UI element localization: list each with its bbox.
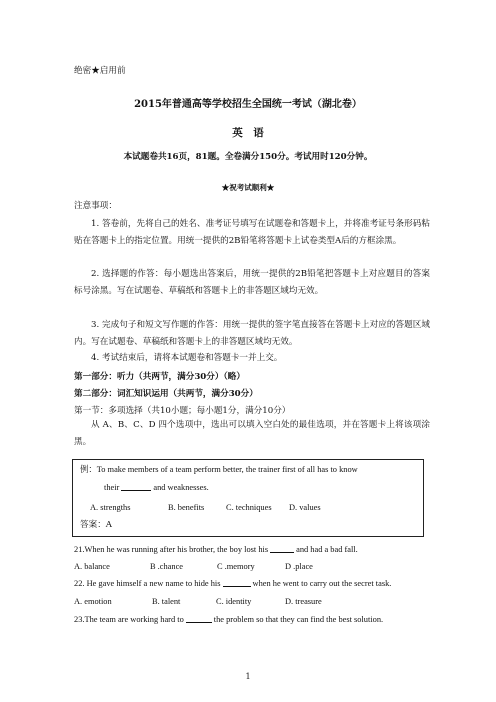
question-22-option-c[interactable]: C. identity	[216, 597, 252, 606]
exam-info: 本试题卷共16页，81题。全卷满分150分。考试用时120分钟。	[123, 152, 373, 162]
question-21-option-c[interactable]: C .memory	[217, 562, 255, 571]
note-item-4: 4. 考试结束后，请将本试题卷和答题卡一并上交。	[91, 353, 283, 363]
example-stem-rest: and weaknesses.	[153, 483, 209, 492]
part1-heading: 第一部分：听力（共两节，满分30分）（略）	[74, 372, 245, 382]
note-item-2: 2. 选择题的作答：每小题选出答案后，用统一提供的2B铅笔把答题卡上对应题目的答案标号涂黑。写在试题卷、草稿纸和答题卡上的非答题区域均无效。	[74, 269, 430, 296]
example-stem-word: their	[104, 483, 120, 492]
question-22-stem-start: 22. He gave himself a new name to hide his	[74, 579, 221, 588]
question-21-blank	[270, 544, 294, 553]
example-blank	[121, 482, 151, 491]
example-answer: 答案：A	[80, 520, 112, 530]
question-23-stem-end: the problem so that they can find the best solution.	[213, 615, 384, 624]
question-23-stem-start: 23.The team are working hard to	[74, 615, 184, 624]
question-22-option-b[interactable]: B. talent	[152, 597, 181, 606]
section1-heading: 第一节：多项选择（共10小题；每小题1分，满分10分）	[74, 406, 291, 416]
example-option-a: A. strengths	[90, 503, 131, 512]
question-21-stem	[74, 544, 358, 555]
question-23-stem	[74, 614, 383, 625]
example-option-c: C. techniques	[226, 503, 272, 512]
example-stem-line1: 例：To make members of a team perform better, the trainer first of all has to know	[80, 465, 358, 474]
notes-heading: 注意事项：	[74, 201, 117, 211]
example-option-b: B. benefits	[168, 503, 205, 512]
subject-title: 英 语	[232, 127, 264, 139]
section1-instruction: 从 A、B、C、D 四个选项中，选出可以填入空白处的最佳选项，并在答题卡上将该项涂黑。	[74, 420, 430, 447]
note-item-1: 1. 答卷前，先将自己的姓名、准考证号填写在试题卷和答题卡上，并将准考证号条形码粘贴在答题卡上的指定位置。用统一提供的2B铅笔将答题卡上试卷类型A后的方框涂黑。	[74, 219, 430, 246]
question-23-blank	[186, 614, 212, 623]
question-21-option-d[interactable]: D .place	[285, 562, 313, 571]
good-luck-line: ★祝考试顺利★	[221, 183, 275, 192]
example-stem-line2	[104, 482, 209, 493]
question-22-stem-end: when he went to carry out the secret task.	[252, 579, 392, 588]
question-21-option-b[interactable]: B .chance	[150, 562, 184, 571]
exam-title: 2015年普通高等学校招生全国统一考试（湖北卷）	[134, 99, 362, 110]
question-22-option-a[interactable]: A. emotion	[74, 597, 112, 606]
example-option-d: D. values	[289, 503, 321, 512]
question-22-blank	[223, 578, 251, 587]
question-21-stem-end: and had a bad fall.	[296, 545, 358, 554]
question-22-stem	[74, 578, 391, 589]
note-item-3: 3. 完成句子和短文写作题的作答：用统一提供的签字笔直接答在答题卡上对应的答题区域内。写在试题卷、草稿纸和答题卡上的非答题区域均无效。	[74, 320, 430, 347]
question-22-option-d[interactable]: D. treasure	[285, 597, 322, 606]
part2-heading: 第二部分：词汇知识运用（共两节，满分30分）	[74, 389, 258, 399]
page-number: 1	[245, 672, 251, 681]
question-21-option-a[interactable]: A. balance	[74, 562, 110, 571]
question-21-stem-start: 21.When he was running after his brother, the boy lost his	[74, 545, 269, 554]
confidential-mark: 绝密★启用前	[74, 66, 126, 76]
